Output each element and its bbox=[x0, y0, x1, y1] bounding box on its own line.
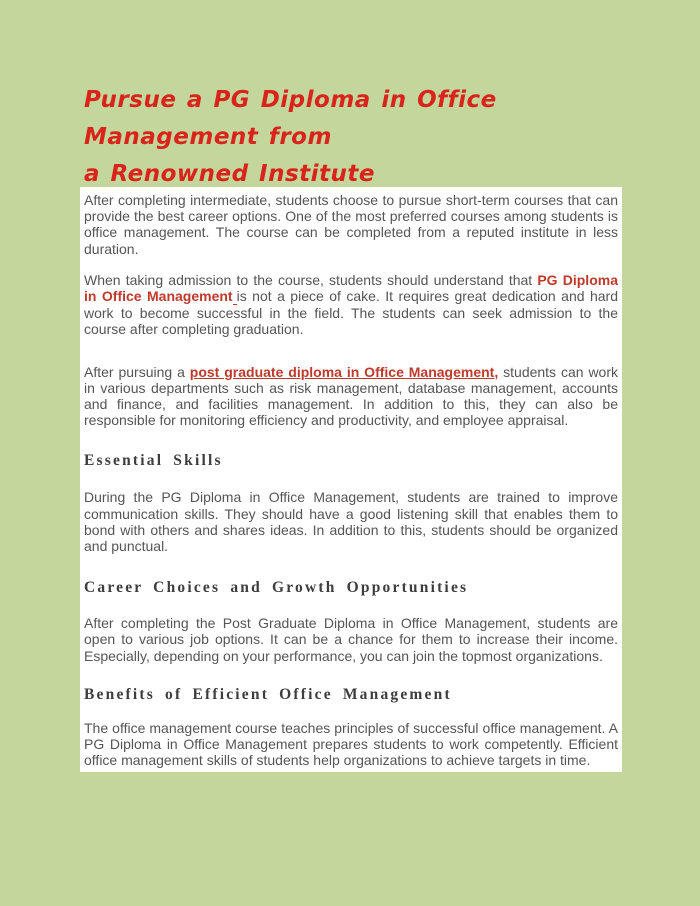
paragraph-departments-text-after: students can work in various departments such as risk management, database management, accounts and finance, and facilities management. In addition to this, they can also be responsible for monitoring efficiency and productivity, and employee appraisal. bbox=[84, 363, 619, 429]
paragraph-admission-text-after: is not a piece of cake. It requires great dedication and hard work to become successful in the field. The students can seek admission to the course after completing graduation. bbox=[84, 288, 618, 338]
paragraph-skills: During the PG Diploma in Office Management, students are trained to improve communication skills. They should have a good listening skill that enables them to bond with others and shares ideas. In addition to this, students should be organized and punctual. bbox=[84, 489, 618, 555]
paragraph-admission-text: When taking admission to the course, students should understand that bbox=[84, 271, 538, 288]
paragraph-departments bbox=[84, 364, 618, 429]
paragraph-career: After completing the Post Graduate Diploma in Office Management, students are open to various job options. It can be a chance for them to increase their income. Especially, depending on your performance, you can join the topmost organizations. bbox=[84, 615, 618, 664]
heading-benefits: Benefits of Efficient Office Management bbox=[84, 685, 452, 703]
page-title-line2: a Renowned Institute bbox=[84, 161, 376, 187]
heading-career-choices: Career Choices and Growth Opportunities bbox=[84, 579, 469, 597]
paragraph-benefits: The office management course teaches principles of successful office management. A PG Diploma in Office Management prepares students to work competently. Efficient office management skills of students help organizations to achieve targets in time. bbox=[84, 719, 618, 769]
heading-essential-skills: Essential Skills bbox=[84, 452, 223, 470]
pg-diploma-highlight: PG Diploma in Office Management bbox=[84, 271, 618, 305]
article-body bbox=[80, 187, 622, 772]
page-title bbox=[84, 82, 624, 193]
paragraph-admission bbox=[84, 272, 618, 338]
post-graduate-diploma-link[interactable]: post graduate diploma in Office Management bbox=[189, 363, 495, 380]
link-trailing-comma: , bbox=[494, 363, 499, 380]
page-title-line1: Pursue a PG Diploma in Office Management from bbox=[84, 87, 497, 150]
paragraph-intro: After completing intermediate, students choose to pursue short-term courses that can provide the best career options. One of the most preferred courses among students is office management. The course can be completed from a reputed institute in less duration. bbox=[84, 192, 618, 257]
paragraph-departments-text: After pursuing a bbox=[84, 363, 190, 380]
